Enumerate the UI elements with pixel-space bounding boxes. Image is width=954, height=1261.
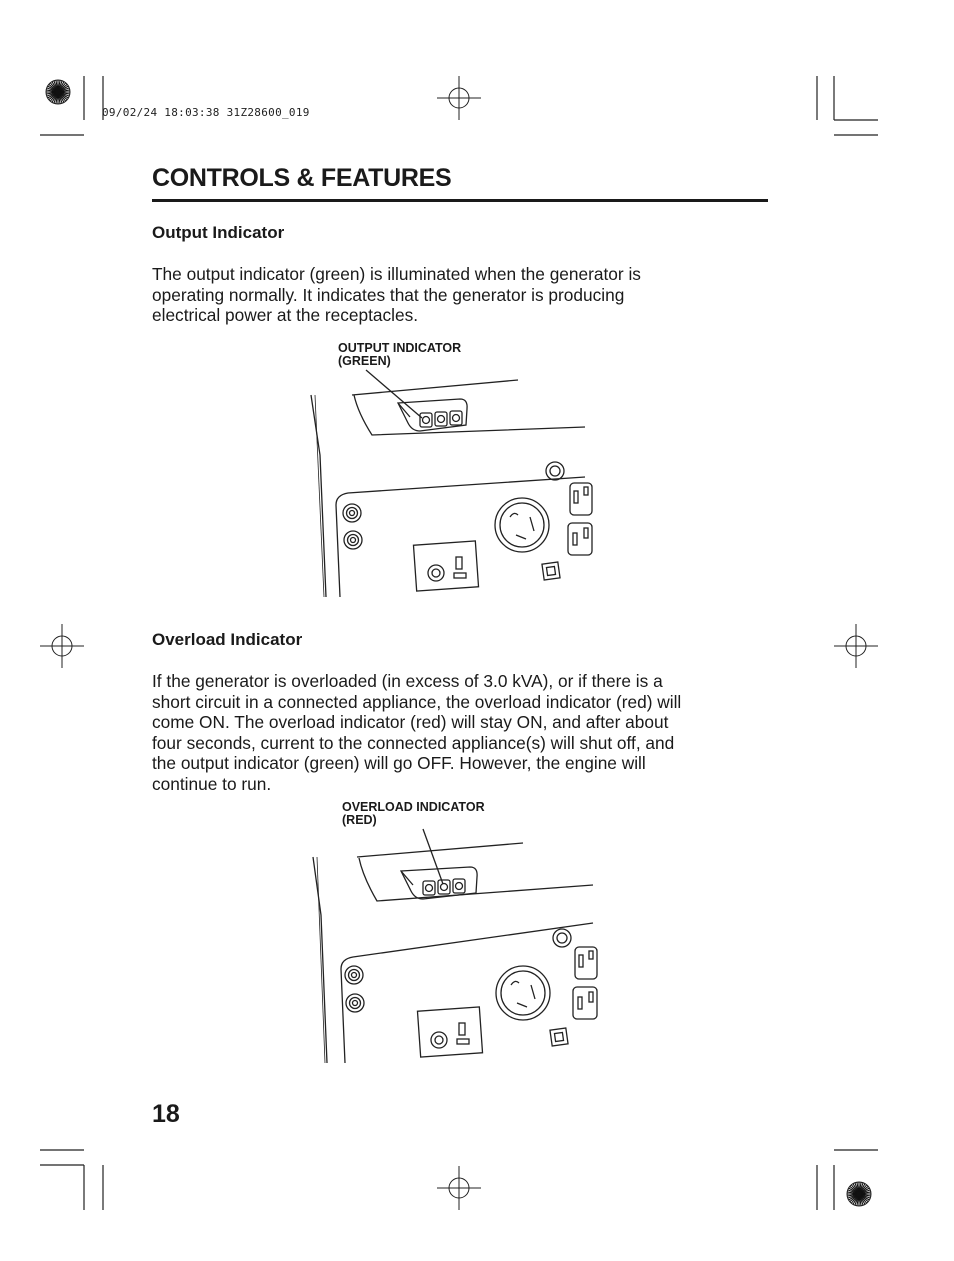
section-heading-overload-indicator: Overload Indicator	[152, 630, 303, 649]
print-timestamp: 09/02/24 18:03:38 31Z28600_019	[102, 106, 310, 119]
page-title: CONTROLS & FEATURES	[152, 164, 452, 192]
indicator-lamps	[420, 411, 462, 427]
indicator-lamps	[423, 879, 465, 895]
crosshair-bottom	[437, 1166, 481, 1210]
section-body-output-indicator: The output indicator (green) is illuminated when the generator is operating normally. It indicates that the generator is producing electrical power at the receptacles.	[152, 264, 641, 325]
page-number: 18	[152, 1100, 180, 1128]
crosshair-right	[834, 624, 878, 668]
figure-callout-overload-indicator: OVERLOAD INDICATOR (RED)	[342, 800, 485, 827]
crosshair-left	[40, 624, 84, 668]
title-underline	[152, 199, 768, 202]
figure-callout-output-indicator: OUTPUT INDICATOR (GREEN)	[338, 341, 462, 368]
generator-panel-illustration-overload	[305, 825, 605, 1065]
crosshair-top	[437, 76, 481, 120]
section-body-overload-indicator: If the generator is overloaded (in excess of 3.0 kVA), or if there is a short circuit in a connected appliance, the overload indicator (red) will come ON. The overload indicator (red) will stay ON, and after about four seconds, current to the connected appliance(s) will shut off, and the output indicator (green) will go OFF. However, the engine will continue to run.	[152, 671, 682, 794]
generator-panel-illustration-output	[300, 365, 600, 605]
section-heading-output-indicator: Output Indicator	[152, 223, 285, 242]
registration-starburst-icon	[847, 1182, 871, 1206]
registration-starburst-icon	[46, 80, 70, 104]
